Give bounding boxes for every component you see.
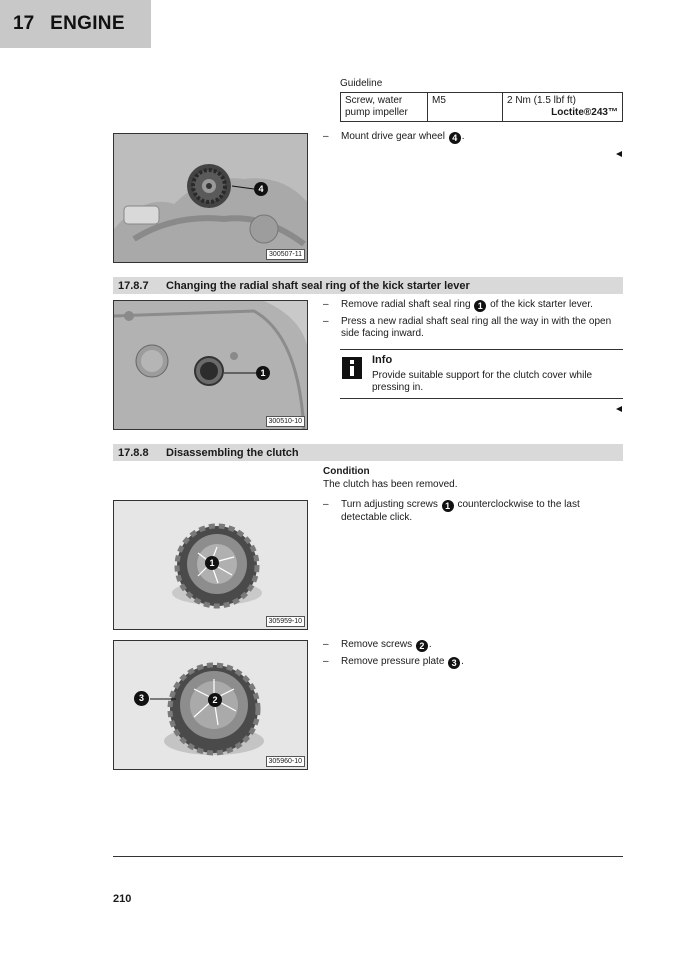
callout-4: 4 [254,182,268,196]
inline-number-2: 2 [416,640,428,652]
photo-id: 300510-10 [266,416,305,427]
section-title: Changing the radial shaft seal ring of the kick starter lever [166,279,470,292]
info-box [340,349,623,399]
drive-gear-illustration [114,134,308,263]
photo-id: 300507-11 [266,249,305,260]
cell-thread: M5 [428,93,503,122]
photo-id: 305959-10 [266,616,305,627]
page-number: 210 [113,893,132,905]
photo-id: 305960-10 [266,756,305,767]
photo-clutch-cover-seal [113,300,308,430]
end-of-section-marker [616,151,622,157]
chapter-number: 17 [13,13,35,34]
chapter-tab [0,0,151,48]
step-turn-adjusting-screws: – Turn adjusting screws 1 counterclockwise to the last detectable click. [323,499,580,523]
callout-1: 1 [256,366,270,380]
section-number: 17.8.8 [118,446,149,459]
condition-title: Condition [323,466,370,477]
inline-number-1: 1 [442,500,454,512]
photo-clutch-adjusting-screws [113,500,308,630]
loctite-spec: Loctite®243™ [551,107,618,118]
step-mount-gear: – Mount drive gear wheel 4 . [323,131,465,143]
section-header-17-8-7 [113,277,623,294]
info-icon [342,357,362,379]
seal-ring-illustration [114,301,308,430]
callout-2: 2 [208,693,222,707]
guideline-label: Guideline [340,78,383,89]
step-remove-screws: – Remove screws 2 . [323,639,432,651]
section-title: Disassembling the clutch [166,446,299,459]
guideline-table [340,92,623,122]
table-row [341,93,623,122]
section-number: 17.8.7 [118,279,149,292]
chapter-title: ENGINE [50,13,125,34]
photo-drive-gear [113,133,308,263]
inline-number-4: 4 [449,132,461,144]
footer-divider [113,856,623,857]
callout-1: 1 [205,556,219,570]
cell-part: Screw, water pump impeller [341,93,428,122]
info-title: Info [372,354,393,366]
step-remove-seal: – Remove radial shaft seal ring 1 of the kick starter lever. [323,299,593,311]
end-of-section-marker [616,406,622,412]
photo-clutch-pressure-plate [113,640,308,770]
info-text: Provide suitable support for the clutch cover while pressing in. [372,370,593,393]
cell-torque [503,93,623,122]
torque-value: 2 Nm (1.5 lbf ft) [507,95,576,106]
step-press-new-seal: – Press a new radial shaft seal ring all the way in with the open side facing inward. [323,316,612,339]
condition-text: The clutch has been removed. [323,479,458,490]
step-remove-pressure-plate: – Remove pressure plate 3 . [323,656,464,668]
callout-3: 3 [134,691,149,706]
section-header-17-8-8 [113,444,623,461]
inline-number-3: 3 [448,657,460,669]
inline-number-1: 1 [474,300,486,312]
